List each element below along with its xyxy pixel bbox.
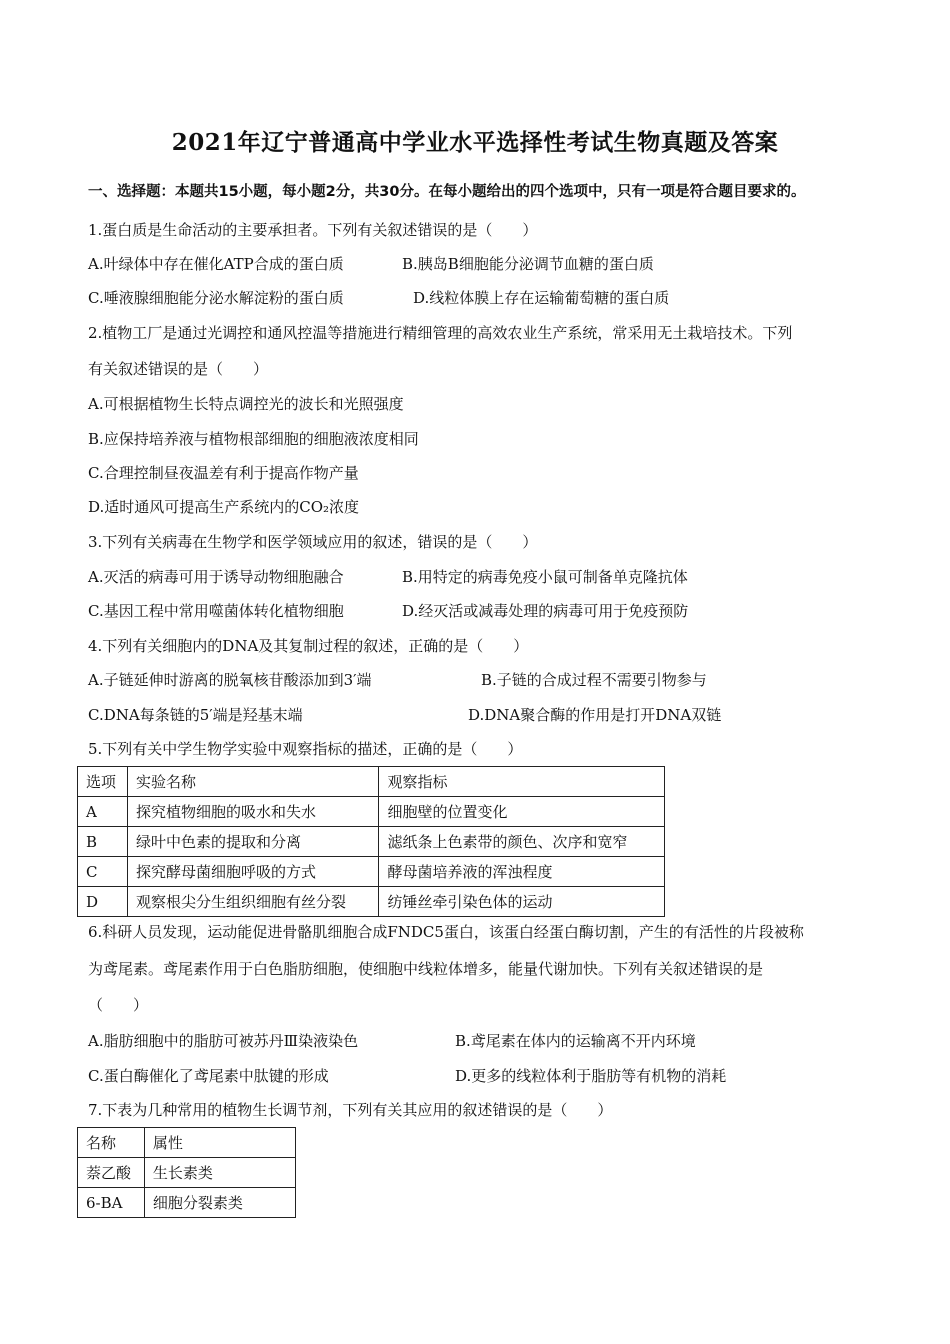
question-3-option-d: D.经灭活或减毒处理的病毒可用于免疫预防 — [402, 602, 689, 620]
question-5-stem: 5.下列有关中学生物学实验中观察指标的描述，正确的是（ ） — [88, 740, 523, 758]
question-4-option-c: C.DNA每条链的5′端是羟基末端 — [88, 706, 303, 724]
table-cell: 细胞分裂素类 — [144, 1188, 295, 1218]
table-cell: 生长素类 — [144, 1158, 295, 1188]
question-2-stem-line-1: 2.植物工厂是通过光调控和通风控温等措施进行精细管理的高效农业生产系统，常采用无土栽培技术。下列 — [88, 324, 793, 342]
table-cell: 萘乙酸 — [78, 1158, 145, 1188]
table-header-cell: 选项 — [78, 767, 128, 797]
question-6-option-d: D.更多的线粒体利于脂肪等有机物的消耗 — [455, 1067, 727, 1085]
question-6-stem-line-1: 6.科研人员发现，运动能促进骨骼肌细胞合成FNDC5蛋白，该蛋白经蛋白酶切割，产生的有活性的片段被称 — [88, 923, 804, 941]
table-cell: A — [78, 797, 128, 827]
table-row — [78, 827, 665, 857]
question-4-stem: 4.下列有关细胞内的DNA及其复制过程的叙述，正确的是（ ） — [88, 637, 529, 655]
question-6-option-a: A.脂肪细胞中的脂肪可被苏丹Ⅲ染液染色 — [88, 1032, 359, 1050]
table-header-cell: 名称 — [78, 1128, 145, 1158]
question-1-option-c: C.唾液腺细胞能分泌水解淀粉的蛋白质 — [88, 289, 344, 307]
question-6-stem-line-2: 为鸢尾素。鸢尾素作用于白色脂肪细胞，使细胞中线粒体增多，能量代谢加快。下列有关叙述错误的是 — [88, 960, 764, 978]
table-row — [78, 1158, 296, 1188]
question-3-option-a: A.灭活的病毒可用于诱导动物细胞融合 — [88, 568, 344, 586]
question-4-option-b: B.子链的合成过程不需要引物参与 — [481, 671, 707, 689]
table-header-cell: 实验名称 — [127, 767, 379, 797]
table-cell: 纺锤丝牵引染色体的运动 — [379, 887, 665, 917]
table-header-row — [78, 767, 665, 797]
question-3-option-b: B.用特定的病毒免疫小鼠可制备单克隆抗体 — [402, 568, 688, 586]
table-row — [78, 857, 665, 887]
table-cell: 滤纸条上色素带的颜色、次序和宽窄 — [379, 827, 665, 857]
question-1-option-d: D.线粒体膜上存在运输葡萄糖的蛋白质 — [413, 289, 670, 307]
table-cell: 绿叶中色素的提取和分离 — [127, 827, 379, 857]
section-heading: 一、选择题：本题共15小题，每小题2分，共30分。在每小题给出的四个选项中，只有一项是符合题目要求的。 — [88, 184, 806, 200]
question-6-option-c: C.蛋白酶催化了鸢尾素中肽键的形成 — [88, 1067, 329, 1085]
question-1-option-a: A.叶绿体中存在催化ATP合成的蛋白质 — [88, 255, 344, 273]
page-title: 2021年辽宁普通高中学业水平选择性考试生物真题及答案 — [171, 129, 779, 156]
table-cell: B — [78, 827, 128, 857]
table-header-cell: 属性 — [144, 1128, 295, 1158]
table-row — [78, 797, 665, 827]
question-4-option-a: A.子链延伸时游离的脱氧核苷酸添加到3′端 — [88, 671, 372, 689]
question-2-stem-line-2: 有关叙述错误的是（ ） — [88, 360, 269, 378]
table-cell: 6-BA — [78, 1188, 145, 1218]
table-cell: 观察根尖分生组织细胞有丝分裂 — [127, 887, 379, 917]
table-cell: 探究酵母菌细胞呼吸的方式 — [127, 857, 379, 887]
question-1-stem: 1.蛋白质是生命活动的主要承担者。下列有关叙述错误的是（ ） — [88, 221, 538, 239]
table-cell: 探究植物细胞的吸水和失水 — [127, 797, 379, 827]
question-3-stem: 3.下列有关病毒在生物学和医学领域应用的叙述，错误的是（ ） — [88, 533, 538, 551]
table-cell: 酵母菌培养液的浑浊程度 — [379, 857, 665, 887]
table-cell: 细胞壁的位置变化 — [379, 797, 665, 827]
question-3-option-c: C.基因工程中常用噬菌体转化植物细胞 — [88, 602, 344, 620]
question-6-stem-line-3: （ ） — [88, 996, 149, 1014]
question-2-option-d: D.适时通风可提高生产系统内的CO₂浓度 — [88, 498, 360, 516]
question-7-table — [77, 1127, 296, 1218]
question-2-option-c: C.合理控制昼夜温差有利于提高作物产量 — [88, 464, 359, 482]
question-4-option-d: D.DNA聚合酶的作用是打开DNA双链 — [468, 706, 722, 724]
question-2-option-a: A.可根据植物生长特点调控光的波长和光照强度 — [88, 395, 404, 413]
table-header-cell: 观察指标 — [379, 767, 665, 797]
question-5-table — [77, 766, 665, 917]
question-2-option-b: B.应保持培养液与植物根部细胞的细胞液浓度相同 — [88, 430, 419, 448]
table-cell: D — [78, 887, 128, 917]
question-6-option-b: B.鸢尾素在体内的运输离不开内环境 — [455, 1032, 696, 1050]
table-row — [78, 1188, 296, 1218]
table-row — [78, 887, 665, 917]
table-cell: C — [78, 857, 128, 887]
table-header-row — [78, 1128, 296, 1158]
question-7-stem: 7.下表为几种常用的植物生长调节剂，下列有关其应用的叙述错误的是（ ） — [88, 1101, 613, 1119]
question-1-option-b: B.胰岛B细胞能分泌调节血糖的蛋白质 — [402, 255, 654, 273]
